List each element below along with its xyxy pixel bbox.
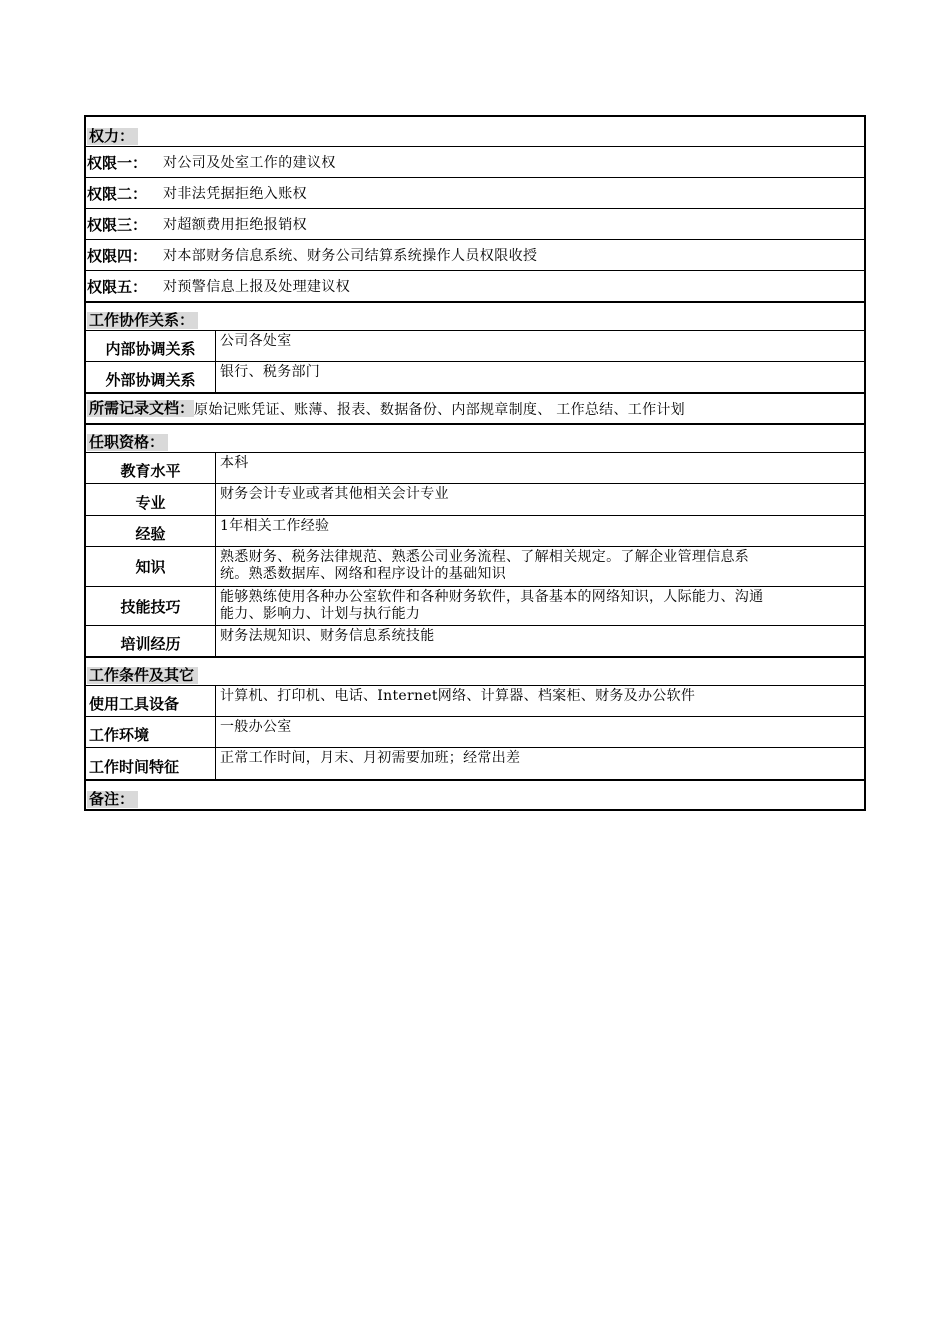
environment-value: 一般办公室 — [220, 719, 292, 735]
time-value: 正常工作时间，月末、月初需要加班；经常出差 — [220, 750, 521, 766]
environment-row — [86, 716, 864, 747]
major-row — [86, 483, 864, 515]
time-row — [86, 747, 864, 779]
documents-row — [86, 392, 864, 423]
internal-coordination-label-cell — [86, 331, 216, 361]
training-label-cell — [86, 626, 216, 656]
knowledge-line-2: 统。熟悉数据库、网络和程序设计的基础知识 — [220, 566, 506, 582]
education-label-cell — [86, 453, 216, 483]
documents-label: 所需记录文档： — [89, 399, 195, 417]
remarks-row — [86, 779, 864, 809]
authority-label-5: 权限五： — [87, 277, 148, 296]
authority-label-1: 权限一： — [87, 153, 148, 172]
skills-line-2: 能力、影响力、计划与执行能力 — [220, 606, 421, 622]
qualifications-title: 任职资格： — [87, 434, 168, 451]
time-label: 工作时间特征 — [89, 758, 180, 776]
conditions-title: 工作条件及其它 — [87, 667, 198, 684]
authority-value-2: 对非法凭据拒绝入账权 — [163, 186, 307, 202]
skills-label: 技能技巧 — [120, 597, 181, 616]
authority-label-2: 权限二： — [87, 184, 148, 203]
tools-label-cell — [86, 686, 216, 716]
authority-row-2 — [86, 177, 864, 208]
qualifications-header-row — [86, 423, 864, 452]
knowledge-line-1: 熟悉财务、税务法律规范、熟悉公司业务流程、了解相关规定。了解企业管理信息系 — [220, 549, 750, 565]
authority-row-5 — [86, 270, 864, 301]
knowledge-row — [86, 546, 864, 586]
authority-title: 权力： — [87, 128, 138, 145]
cooperation-header-row — [86, 301, 864, 330]
skills-row — [86, 586, 864, 625]
internal-coordination-value: 公司各处室 — [220, 333, 292, 349]
skills-label-cell — [86, 587, 216, 625]
external-coordination-value: 银行、税务部门 — [220, 364, 321, 380]
authority-value-4: 对本部财务信息系统、财务公司结算系统操作人员权限收授 — [163, 248, 538, 264]
cooperation-title: 工作协作关系： — [87, 312, 198, 329]
authority-row-1 — [86, 146, 864, 177]
tools-value: 计算机、打印机、电话、Internet网络、计算器、档案柜、财务及办公软件 — [220, 688, 696, 704]
education-row — [86, 452, 864, 483]
internal-coordination-row — [86, 330, 864, 361]
knowledge-label-cell — [86, 547, 216, 586]
authority-header-row — [86, 117, 864, 146]
job-description-table — [84, 115, 866, 811]
authority-row-4 — [86, 239, 864, 270]
authority-label-4: 权限四： — [87, 246, 148, 265]
tools-label: 使用工具设备 — [89, 695, 180, 713]
experience-value: 1年相关工作经验 — [220, 518, 330, 534]
authority-value-1: 对公司及处室工作的建议权 — [163, 155, 336, 171]
training-row — [86, 625, 864, 656]
education-value: 本科 — [220, 455, 249, 471]
tools-row — [86, 685, 864, 716]
major-label: 专业 — [135, 494, 166, 512]
experience-row — [86, 515, 864, 546]
remarks-title: 备注： — [87, 791, 138, 808]
environment-label-cell — [86, 717, 216, 747]
environment-label: 工作环境 — [89, 726, 150, 744]
training-value: 财务法规知识、财务信息系统技能 — [220, 628, 435, 644]
external-coordination-label: 外部协调关系 — [105, 371, 196, 389]
external-coordination-label-cell — [86, 362, 216, 392]
authority-row-3 — [86, 208, 864, 239]
experience-label-cell — [86, 516, 216, 546]
authority-value-5: 对预警信息上报及处理建议权 — [163, 279, 351, 295]
major-label-cell — [86, 484, 216, 515]
knowledge-value — [216, 547, 864, 586]
experience-label: 经验 — [135, 525, 166, 543]
documents-value: 原始记账凭证、账薄、报表、数据备份、内部规章制度、 工作总结、工作计划 — [194, 401, 685, 418]
major-value: 财务会计专业或者其他相关会计专业 — [220, 486, 449, 502]
authority-value-3: 对超额费用拒绝报销权 — [163, 217, 307, 233]
skills-value — [216, 587, 864, 625]
training-label: 培训经历 — [120, 635, 181, 653]
internal-coordination-label: 内部协调关系 — [105, 340, 196, 358]
external-coordination-row — [86, 361, 864, 392]
skills-line-1: 能够熟练使用各种办公室软件和各种财务软件，具备基本的网络知识，人际能力、沟通 — [220, 589, 764, 605]
conditions-header-row — [86, 656, 864, 685]
education-label: 教育水平 — [120, 462, 181, 480]
knowledge-label: 知识 — [135, 558, 166, 576]
time-label-cell — [86, 748, 216, 779]
authority-label-3: 权限三： — [87, 215, 148, 234]
